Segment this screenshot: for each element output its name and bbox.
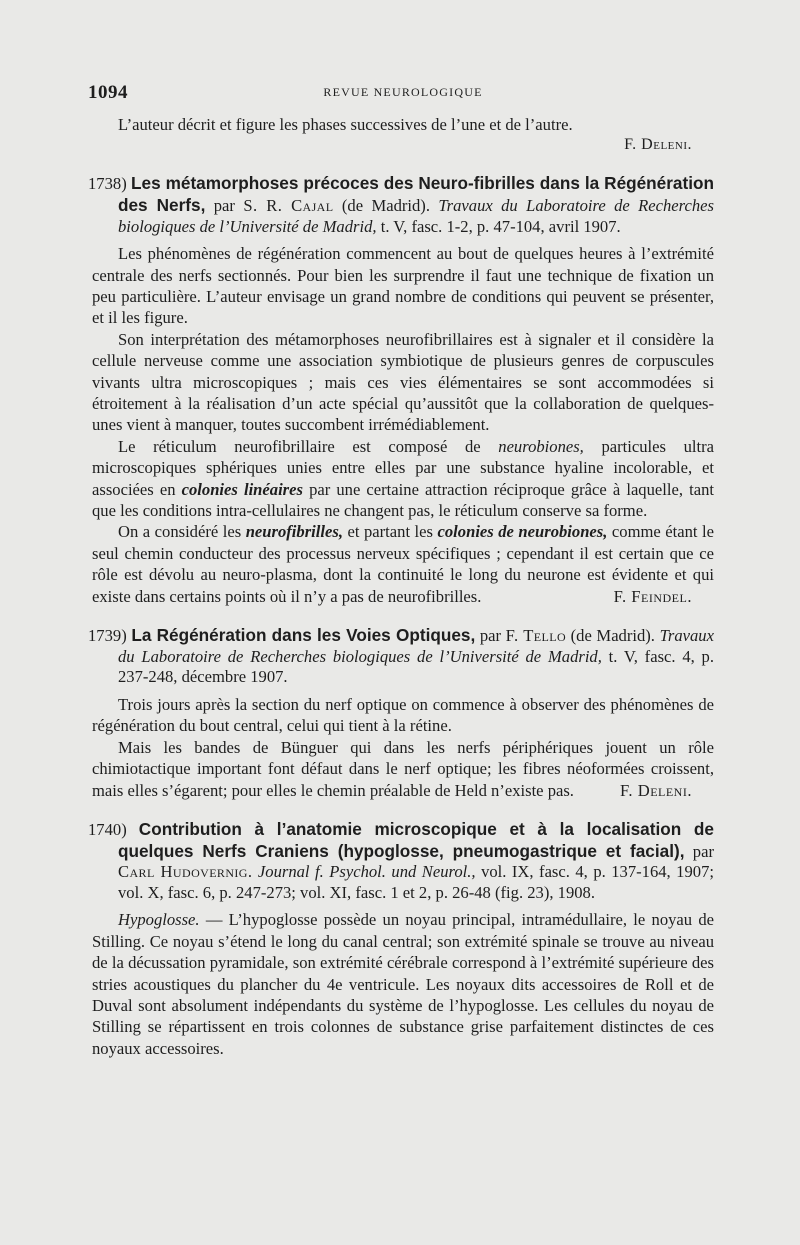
entry-author: S. R. Cajal xyxy=(243,196,334,215)
author-prefix: par xyxy=(692,841,714,861)
section-label-hypoglosse: Hypoglosse. xyxy=(118,910,200,930)
entry-number: 1740) xyxy=(88,819,127,839)
author-prefix: par xyxy=(479,626,502,646)
paragraph xyxy=(92,436,714,522)
text-run: par une certaine attraction réciproque grâce à laquelle, tant que les conditions intra-cellulaires ne changent pas, le réticulum conserve sa forme. xyxy=(92,479,714,521)
entry-signature: F. Deleni. xyxy=(620,780,692,800)
entry-number: 1739) xyxy=(88,626,127,646)
entry-1738-heading xyxy=(88,173,714,237)
journal-title: REVUE NEUROLOGIQUE xyxy=(323,85,483,99)
entry-source: Travaux du Laboratoire de Recherches biologiques de l’Université de Madrid, xyxy=(118,626,714,666)
text-run: Le réticulum neurofibrillaire est composé de xyxy=(118,436,481,456)
entry-citation: t. V, fasc. 1-2, p. 47-104, avril 1907. xyxy=(380,216,621,236)
text-run: et partant les xyxy=(347,522,433,542)
entry-author: F. Tello xyxy=(505,626,567,646)
entry-source: Journal f. Psychol. und Neurol., xyxy=(257,862,476,882)
entry-1740-heading xyxy=(88,818,714,903)
term-neurofibrilles: neurofibrilles, xyxy=(245,522,343,542)
text-run: Mais les bandes de Bünguer qui dans les nerfs périphériques jouent un rôle chimiotactique important font défaut dans le nerf optique; les fibres néoformées croissent, mais elles s’égarent; pour elles le chemin préalable de Held n’existe pas. xyxy=(92,737,714,800)
entry-1739-body xyxy=(92,694,714,801)
intro-text: L’auteur décrit et figure les phases successives de l’une et de l’autre. xyxy=(118,115,573,134)
entry-source: Travaux du Laboratoire de Recherches biologiques de l’Université de Madrid, xyxy=(118,196,714,236)
entry-title: Les métamorphoses précoces des Neuro-fibrilles dans la Régénération des Nerfs, xyxy=(118,173,714,215)
text-run: On a considéré les xyxy=(118,522,242,542)
intro-signature: F. Deleni. xyxy=(624,136,692,154)
paragraph: Les phénomènes de régénération commencent au bout de quelques heures à l’extrémité centrale des nerfs sectionnés. Pour bien les surprendre il faut une technique de fixation un peu particulière. L’auteur envisage un grand nombre de conditions qui peuvent se présenter, et il les figure. xyxy=(92,244,714,328)
entry-1739-heading xyxy=(88,625,714,688)
entry-citation: vol. IX, fasc. 4, p. 137-164, 1907; vol. X, fasc. 6, p. 247-273; vol. XI, fasc. 1 et 2, p. 26-48 (fig. 23), 1908. xyxy=(118,862,714,902)
entry-1740-body xyxy=(92,909,714,1059)
entry-number: 1738) xyxy=(88,174,127,194)
paragraph: Son interprétation des métamorphoses neurofibrillaires est à signaler et il considère la cellule nerveuse comme une association symbiotique de plusieurs genres de corpuscules vivants ultra microscopiques ; mais ces vies élémentaires se sont accommodées si étroitement à la réalisation d’un acte spécial qu’aussitôt que la collaboration de quelques-unes vient à manquer, toutes succombent irrémédiablement. xyxy=(92,329,714,435)
running-head xyxy=(88,82,714,108)
entry-title: Contribution à l’anatomie microscopique et à la localisation de quelques Nerfs Craniens (hypoglosse, pneumogastrique et facial), xyxy=(118,818,714,861)
paragraph: Trois jours après la section du nerf optique on commence à observer des phénomènes de régénération du bout central, celui qui tient à la rétine. xyxy=(92,694,714,736)
entry-affiliation: (de Madrid). xyxy=(341,196,430,215)
paragraph xyxy=(92,521,714,607)
page-number: 1094 xyxy=(88,82,128,103)
text-run: comme étant le seul chemin conducteur des processus nerveux spécifiques ; cependant il est certain que ce rôle est dévolu au neuro-plasma, dont la continuité le long du neurone est évidente et qui existe dans certains points où il n’y a pas de neurofibrilles. xyxy=(92,522,714,606)
entry-title: La Régénération dans les Voies Optiques, xyxy=(131,625,476,646)
term-colonies-neurobiones: colonies de neurobiones, xyxy=(437,522,608,542)
entry-author: Carl Hudovernig. xyxy=(118,862,253,882)
paragraph xyxy=(92,909,714,1059)
text-run: particules ultra microscopiques sphériques unies entre elles par une substance hyaline incolorable, et associées en xyxy=(92,436,714,499)
entry-1738-body xyxy=(92,243,714,607)
entry-citation: t. V, fasc. 4, p. 237-248, décembre 1907. xyxy=(118,646,714,687)
entry-affiliation: (de Madrid). xyxy=(570,626,655,646)
text-run: — L’hypoglosse possède un noyau principal, intramédullaire, le noyau de Stilling. Ce noyau s’étend le long du canal central; son extrémité spinale se trouve au niveau de la décussation pyramidale, son extrémité cérébrale correspond à l’extrémité supérieure des stries acoustiques du plancher du 4e ventricule. Les noyaux dits accessoires de Roll et de Duval sont absolument indépendants du système de l’hypoglosse. Les cellules du noyau de Stilling se répartissent en trois colonnes de substance grise parfaitement distinctes de ces noyaux accessoires. xyxy=(92,910,714,1058)
term-colonies-lineaires: colonies linéaires xyxy=(181,479,303,499)
paragraph xyxy=(92,737,714,801)
term-neurobiones: neurobiones, xyxy=(498,436,584,456)
author-prefix: par xyxy=(213,196,235,215)
entry-signature: F. Feindel. xyxy=(613,586,692,606)
